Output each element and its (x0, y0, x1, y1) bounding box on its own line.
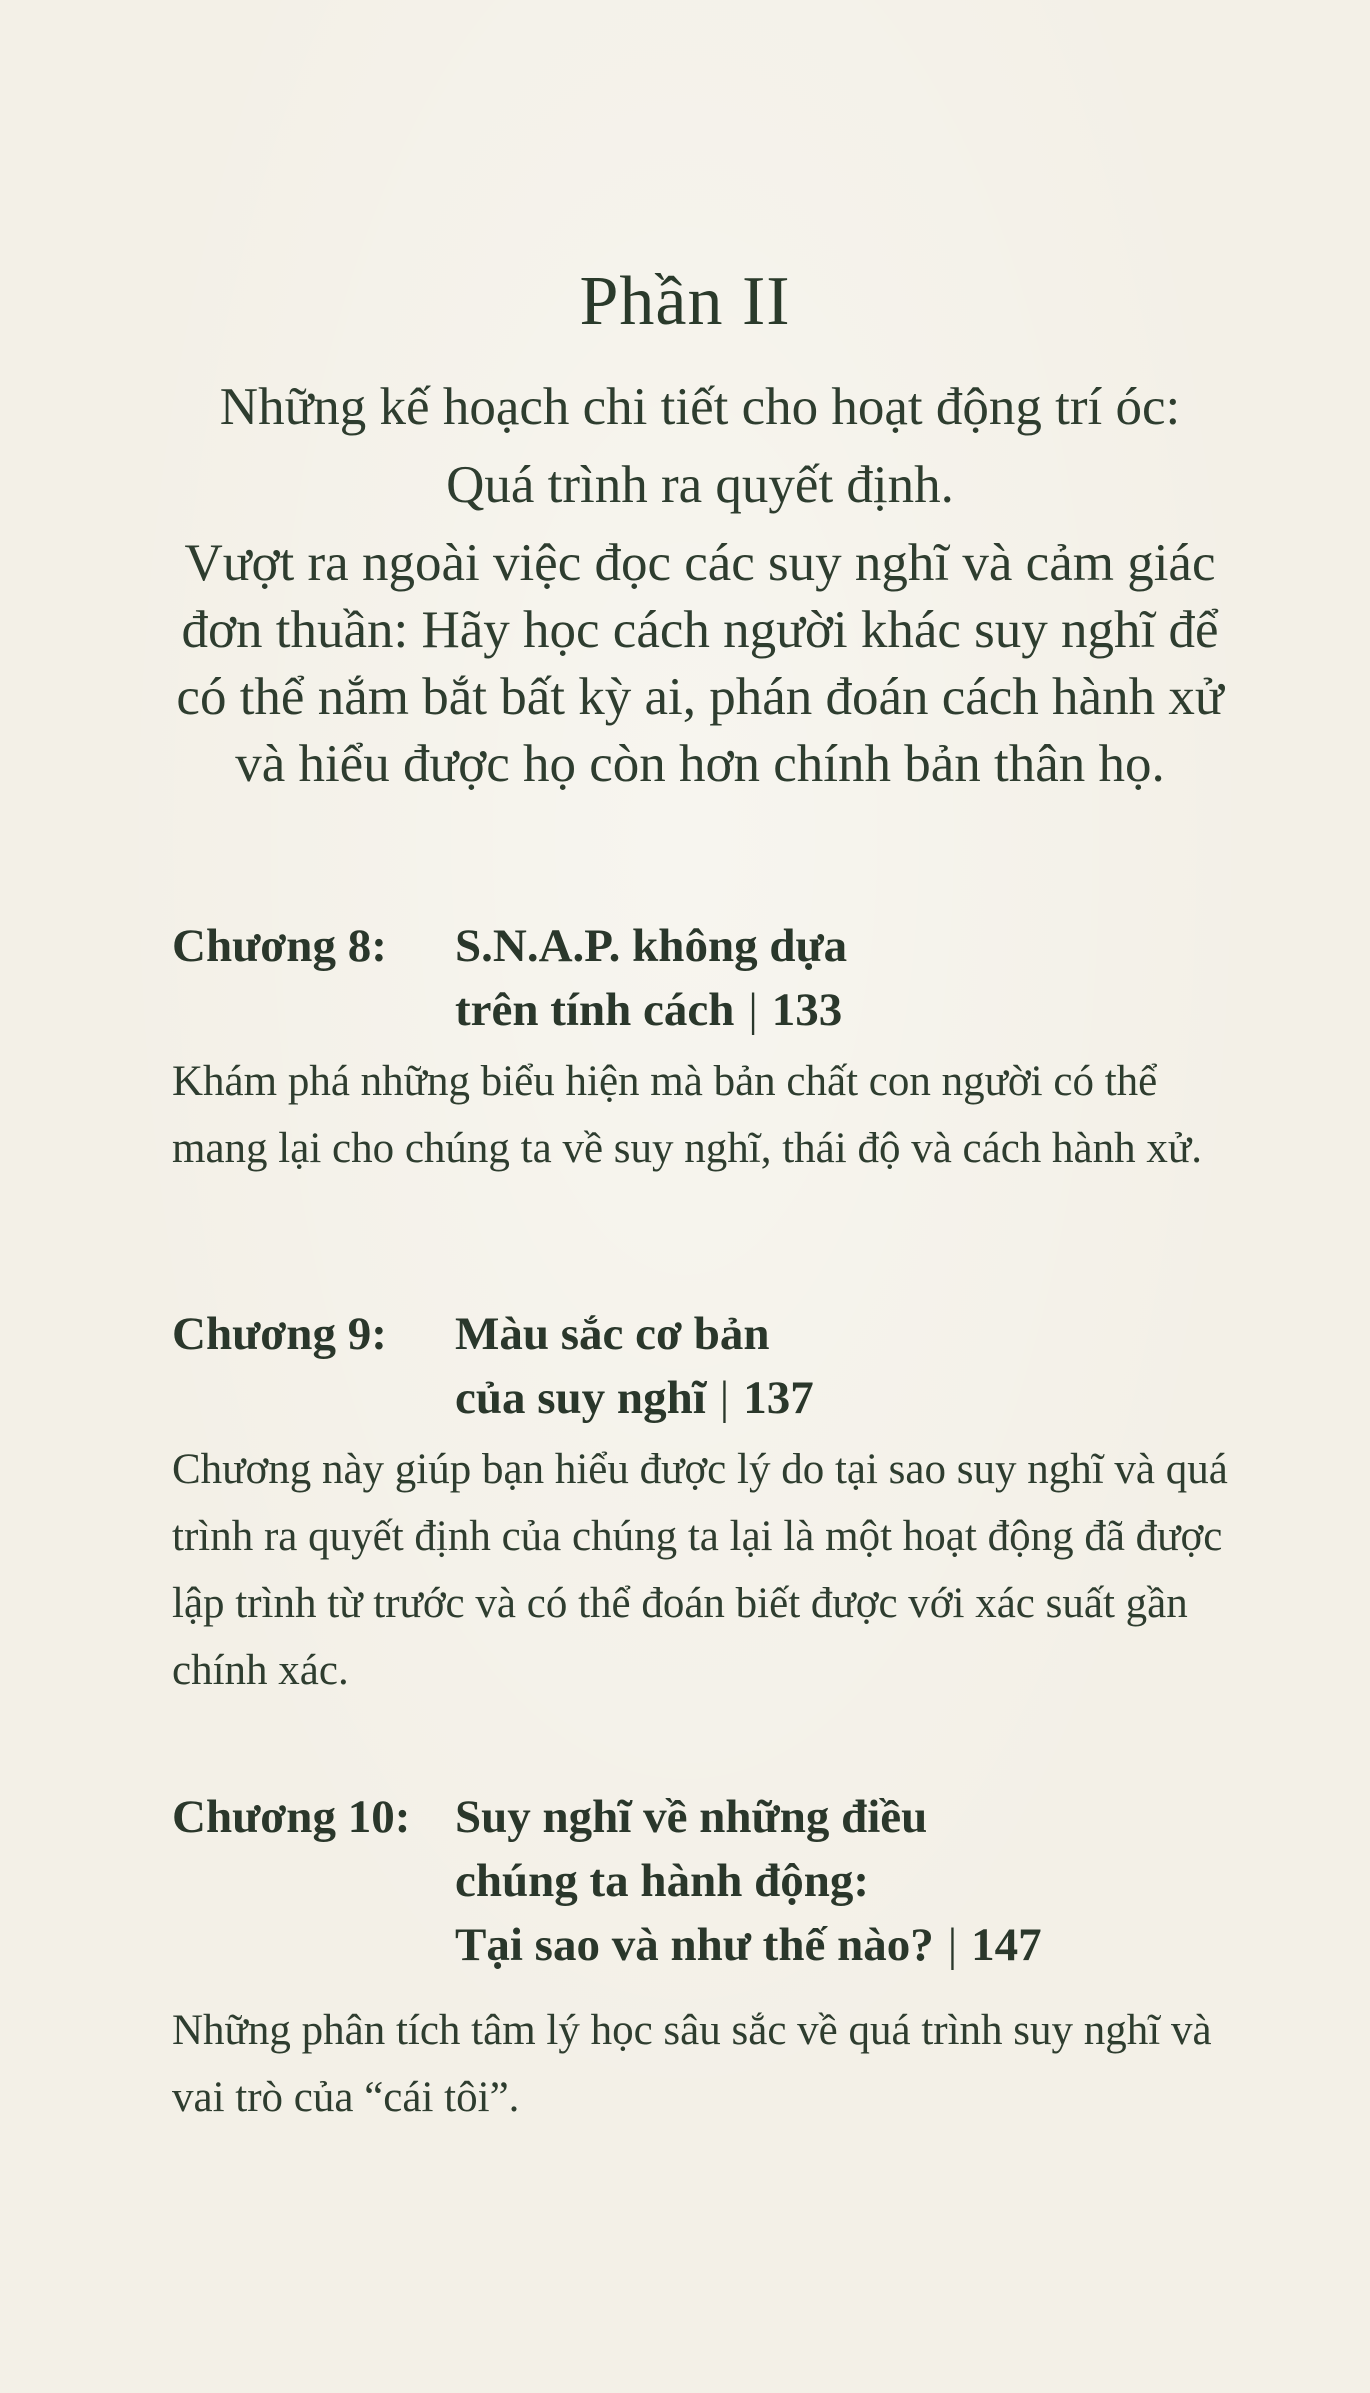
chapter-description: Chương này giúp bạn hiểu được lý do tại sao suy nghĩ và quá trình ra quyết định của chúng ta lại là một hoạt động đã được lập trình từ trước và có thể đoán biết được với xác suất gần chính xác. (172, 1446, 1228, 1694)
chapter-title-line (455, 1913, 1252, 1977)
chapter-title-text: trên tính cách (455, 984, 735, 1036)
part-description: Vượt ra ngoài việc đọc các suy nghĩ và cảm giác đơn thuần: Hãy học cách người khác suy nghĩ để có thể nắm bắt bất kỳ ai, phán đoán cách hành xử và hiểu được họ còn hơn chính bản thân họ. (176, 534, 1224, 793)
part-subtitle-line: Những kế hoạch chi tiết cho hoạt động trí óc: (219, 378, 1181, 436)
chapter-title-line: S.N.A.P. không dựa (455, 920, 848, 972)
part-title: Phần II (579, 263, 791, 340)
page-separator: | (748, 984, 758, 1036)
chapter-description: Những phân tích tâm lý học sâu sắc về quá trình suy nghĩ và vai trò của “cái tôi”. (172, 2007, 1212, 2121)
chapter-label: Chương 10: (172, 1791, 411, 1843)
chapter-heading (172, 1302, 1252, 1430)
chapter-page-number: 147 (971, 1919, 1042, 1971)
chapter-title-text: của suy nghĩ (455, 1372, 706, 1424)
chapter-page-number: 137 (743, 1372, 814, 1424)
chapter-title-line (455, 978, 1252, 1042)
chapter-heading (172, 1785, 1252, 1977)
chapter-title (455, 1785, 1252, 1977)
chapter-title-line: Màu sắc cơ bản (455, 1308, 770, 1360)
part-subtitle (170, 368, 1230, 524)
chapter-label: Chương 8: (172, 920, 387, 972)
chapter-title (455, 914, 1252, 1042)
part-subtitle-line: Quá trình ra quyết định. (446, 456, 954, 514)
chapter-label: Chương 9: (172, 1308, 387, 1360)
page-separator: | (719, 1372, 730, 1424)
chapter-title-line: chúng ta hành động: (455, 1855, 870, 1907)
chapter-page-number: 133 (771, 984, 843, 1036)
chapter-10-entry (172, 1785, 1252, 2131)
chapter-8-entry (172, 914, 1252, 1182)
chapter-title-line: Suy nghĩ về những điều (455, 1791, 928, 1843)
chapter-title (455, 1302, 1252, 1430)
chapter-description: Khám phá những biểu hiện mà bản chất con người có thể mang lại cho chúng ta về suy nghĩ, thái độ và cách hành xử. (172, 1058, 1202, 1172)
page-separator: | (947, 1919, 958, 1971)
chapter-9-entry (172, 1302, 1252, 1704)
chapter-heading (172, 914, 1252, 1042)
chapter-title-text: Tại sao và như thế nào? (455, 1919, 934, 1971)
chapter-title-line (455, 1366, 1252, 1430)
